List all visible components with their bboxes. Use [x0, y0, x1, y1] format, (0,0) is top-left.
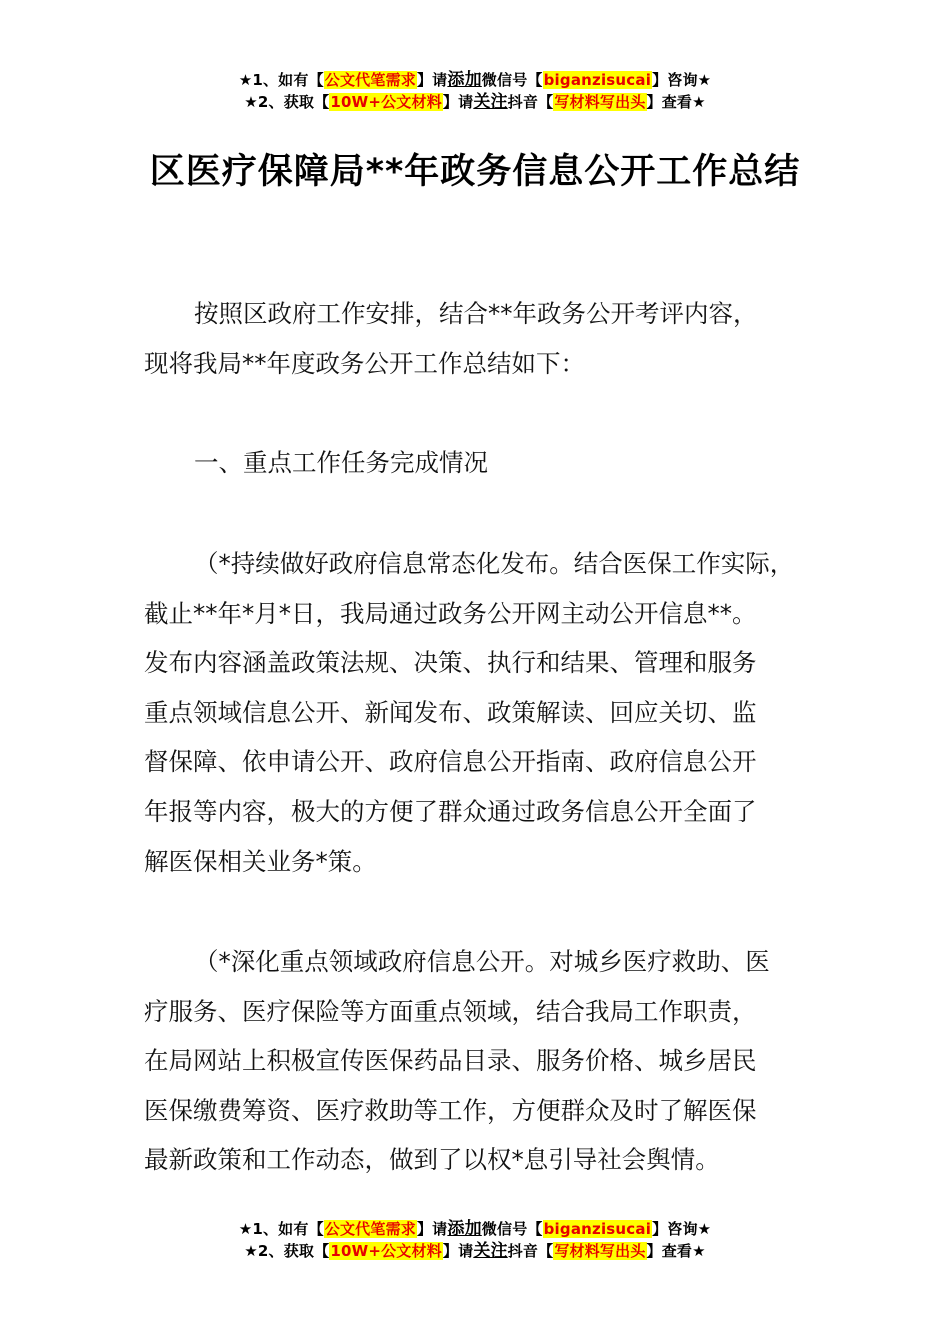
banner-highlight: 公文代笔需求	[324, 1220, 416, 1238]
paragraph-line: 截止**年*月*日，我局通过政务公开网主动公开信息**。	[144, 598, 757, 628]
banner-text: ★1、如有【	[238, 1220, 324, 1238]
paragraph-line: 督保障、依申请公开、政府信息公开指南、政府信息公开	[144, 747, 757, 777]
banner-text: 】查看★	[646, 93, 706, 111]
section-heading	[144, 438, 836, 488]
item-2-paragraph	[144, 937, 836, 1185]
section-heading-text: 一、重点工作任务完成情况	[194, 448, 488, 477]
paragraph-line: 年报等内容，极大的方便了群众通过政务信息公开全面了	[144, 796, 757, 826]
intro-paragraph	[144, 289, 836, 388]
paragraph-line: 现将我局**年度政务公开工作总结如下：	[144, 348, 585, 378]
header-banner	[0, 69, 950, 113]
banner-text: 】请	[416, 1220, 448, 1238]
banner-emphasis: 添加	[447, 1219, 482, 1239]
banner-text: 微信号【	[481, 1220, 543, 1238]
banner-emphasis: 添加	[447, 70, 482, 90]
paragraph-line: 在局网站上积极宣传医保药品目录、服务价格、城乡居民	[144, 1046, 757, 1076]
paragraph-line: （*持续做好政府信息常态化发布。结合医保工作实际，	[194, 549, 795, 578]
paragraph-line: 医保缴费筹资、医疗救助等工作，方便群众及时了解医保	[144, 1095, 757, 1125]
banner-highlight-wechat-id: biganzisucai	[543, 1220, 652, 1238]
banner-text: 】查看★	[646, 1242, 706, 1260]
banner-line-1	[0, 1218, 950, 1240]
banner-highlight: 10W+公文材料	[330, 1242, 442, 1260]
banner-text: ★1、如有【	[238, 71, 324, 89]
banner-highlight-douyin: 写材料写出头	[554, 93, 646, 111]
banner-highlight-wechat-id: biganzisucai	[543, 71, 652, 89]
banner-text: 抖音【	[507, 1242, 554, 1260]
paragraph-line: 发布内容涵盖政策法规、决策、执行和结果、管理和服务	[144, 648, 757, 678]
paragraph-line: 重点领域信息公开、新闻发布、政策解读、回应关切、监	[144, 697, 757, 727]
banner-text: 】咨询★	[652, 71, 712, 89]
banner-text: 抖音【	[507, 93, 554, 111]
banner-highlight-douyin: 写材料写出头	[554, 1242, 646, 1260]
document-title: 区医疗保障局**年政务信息公开工作总结	[149, 152, 801, 192]
footer-banner	[0, 1218, 950, 1262]
banner-emphasis: 关注	[473, 92, 508, 112]
paragraph-line: 疗服务、医疗保险等方面重点领域，结合我局工作职责，	[144, 996, 757, 1026]
banner-line-2	[0, 1240, 950, 1262]
banner-text: 微信号【	[481, 71, 543, 89]
banner-text: ★2、获取【	[244, 1242, 330, 1260]
banner-text: 】请	[442, 93, 474, 111]
banner-text: 】请	[416, 71, 448, 89]
banner-highlight: 公文代笔需求	[324, 71, 416, 89]
paragraph-line: 最新政策和工作动态，做到了以权*息引导社会舆情。	[144, 1145, 720, 1175]
banner-text: 】咨询★	[652, 1220, 712, 1238]
banner-text: ★2、获取【	[244, 93, 330, 111]
banner-line-1	[0, 69, 950, 91]
banner-highlight: 10W+公文材料	[330, 93, 442, 111]
banner-emphasis: 关注	[473, 1241, 508, 1261]
item-1-paragraph	[144, 539, 836, 886]
banner-line-2	[0, 91, 950, 113]
paragraph-line: （*深化重点领域政府信息公开。对城乡医疗救助、医	[194, 947, 770, 976]
paragraph-line: 按照区政府工作安排，结合**年政务公开考评内容，	[194, 299, 758, 328]
banner-text: 】请	[442, 1242, 474, 1260]
paragraph-line: 解医保相关业务*策。	[144, 846, 377, 876]
